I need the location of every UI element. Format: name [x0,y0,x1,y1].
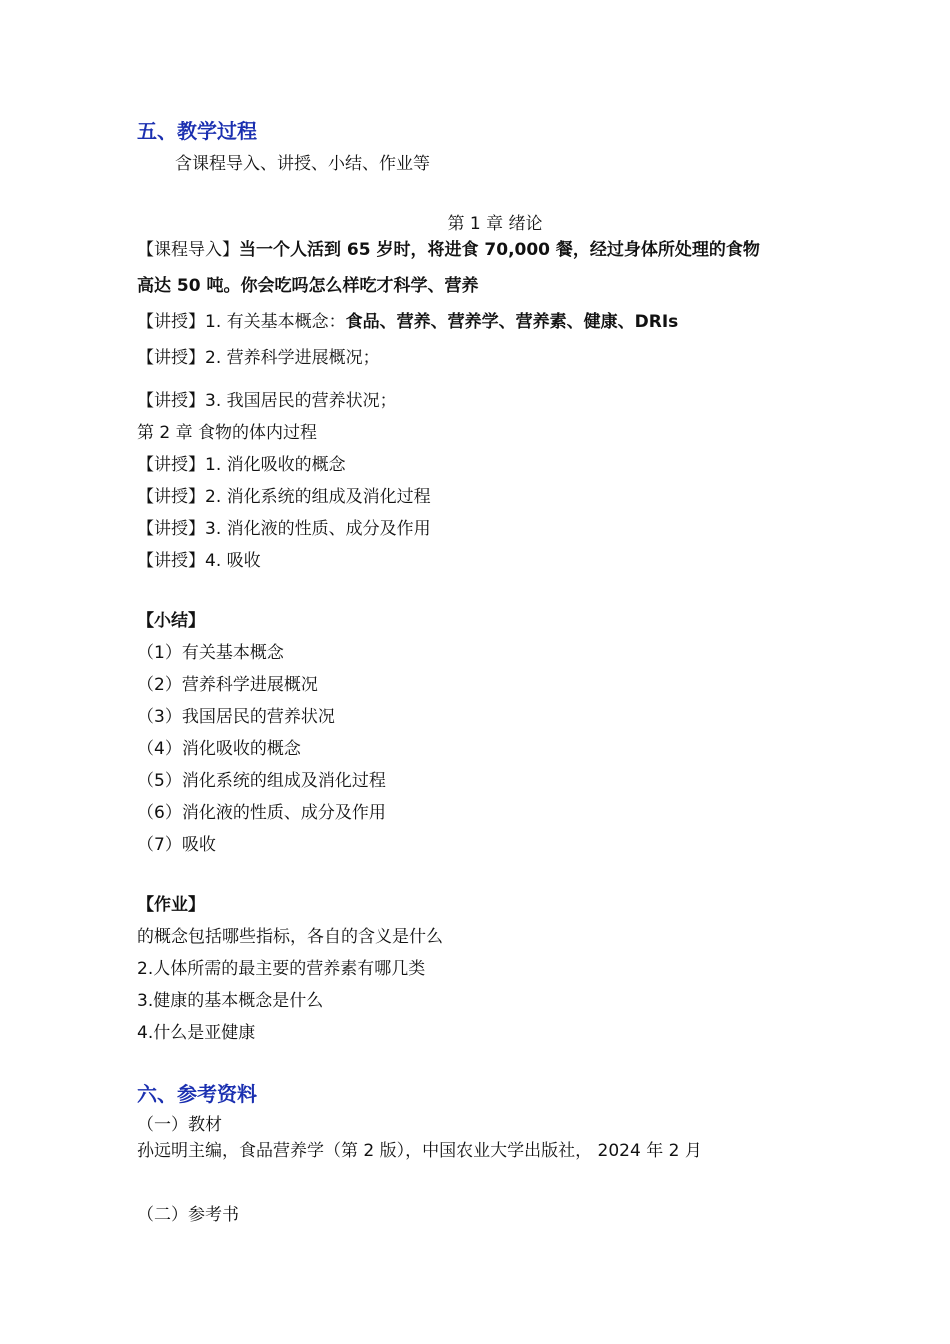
summary-item: （4）消化吸收的概念 [137,739,301,759]
summary-title: 【小结】 [137,611,205,631]
lecture-item: 【讲授】4. 吸收 [137,551,261,571]
homework-item: 2.人体所需的最主要的营养素有哪几类 [137,959,426,979]
reference-books-label: （二）参考书 [137,1205,239,1225]
homework-title: 【作业】 [137,895,205,915]
section-heading-references: 六、参考资料 [137,1082,257,1106]
textbook-label: （一）教材 [137,1115,222,1135]
summary-item: （3）我国居民的营养状况 [137,707,335,727]
course-intro-tag: 【课程导入】 [137,240,239,260]
section-heading-teaching-process: 五、教学过程 [137,119,257,143]
lecture-1-concepts: 食品、营养、营养学、营养素、健康、DRIs [345,312,679,332]
course-intro-text-1: 当一个人活到 65 岁时，将进食 70,000 餐，经过身体所处理的食物 [239,240,760,260]
lecture-item [137,310,678,334]
lecture-item: 【讲授】3. 消化液的性质、成分及作用 [137,519,431,539]
summary-item: （2）营养科学进展概况 [137,675,318,695]
homework-item: 3.健康的基本概念是什么 [137,991,324,1011]
summary-item: （5）消化系统的组成及消化过程 [137,771,386,791]
summary-item: （1）有关基本概念 [137,643,284,663]
lecture-item: 【讲授】1. 消化吸收的概念 [137,455,346,475]
textbook-entry: 孙远明主编，食品营养学（第 2 版），中国农业大学出版社， 2024 年 2 月 [137,1141,702,1161]
lecture-item: 【讲授】3. 我国居民的营养状况； [137,391,397,411]
homework-item: 的概念包括哪些指标，各自的含义是什么 [137,927,443,947]
lecture-1-prefix: 【讲授】1. 有关基本概念： [137,312,346,332]
course-intro-line-2: 高达 50 吨。你会吃吗怎么样吃才科学、营养 [137,276,479,296]
lecture-item: 【讲授】2. 消化系统的组成及消化过程 [137,487,431,507]
summary-item: （7）吸收 [137,835,216,855]
course-intro-line-1 [137,238,760,262]
chapter-2-title: 第 2 章 食物的体内过程 [137,423,318,443]
chapter-1-title: 第 1 章 绪论 [447,214,543,234]
section-subtitle: 含课程导入、讲授、小结、作业等 [175,154,430,174]
lecture-item: 【讲授】2. 营养科学进展概况； [137,348,380,368]
summary-item: （6）消化液的性质、成分及作用 [137,803,386,823]
homework-item: 4.什么是亚健康 [137,1023,256,1043]
